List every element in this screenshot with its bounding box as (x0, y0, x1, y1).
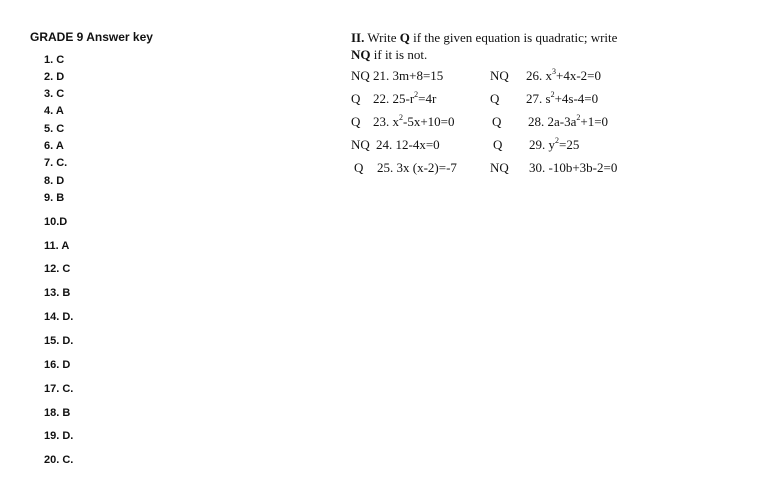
exponent: 2 (576, 112, 581, 122)
equation-row (351, 159, 751, 176)
left-equation (373, 90, 436, 107)
answer-item-8: 8. D (44, 175, 65, 187)
left-answer-mark: Q (351, 114, 361, 129)
answer-item-16: 16. D (44, 359, 71, 371)
answer-item-2: 2. D (44, 71, 65, 83)
equation-text: 12-4x=0 (395, 137, 440, 152)
equation-text: x (392, 114, 399, 129)
item-number: 21. (373, 68, 390, 83)
item-number: 22. (373, 91, 390, 106)
instruction-nq-label: NQ (351, 47, 371, 62)
equation-row (351, 67, 751, 84)
left-answer-mark: Q (351, 91, 361, 106)
left-equation (373, 67, 443, 84)
right-answer-mark: Q (492, 114, 502, 129)
answer-item-1: 1. C (44, 54, 65, 66)
item-number: 24. (376, 137, 393, 152)
item-number: 28. (528, 114, 545, 129)
equation-text-rest: =25 (559, 137, 580, 152)
right-equation (529, 159, 617, 176)
right-answer-mark: NQ (490, 160, 509, 175)
exponent: 3 (552, 66, 556, 76)
answer-item-7: 7. C. (44, 157, 68, 169)
item-number: 25. (377, 160, 394, 175)
left-answer-mark: NQ (351, 137, 370, 152)
answer-item-3: 3. C (44, 88, 65, 100)
right-answer-mark: Q (490, 91, 500, 106)
answer-item-17: 17. C. (44, 383, 74, 395)
part-roman-numeral: II. (351, 30, 365, 45)
answer-item-20: 20. C. (44, 454, 74, 466)
answer-item-19: 19. D. (44, 430, 74, 442)
exponent: 2 (555, 135, 559, 145)
exponent: 2 (414, 89, 419, 99)
instruction-q-label: Q (399, 30, 410, 45)
item-number: 30. (529, 160, 546, 175)
left-equation (376, 136, 440, 153)
answer-key-section (30, 29, 270, 466)
equation-text: -10b+3b-2=0 (548, 160, 618, 175)
left-answer-mark: NQ (351, 68, 370, 83)
part-two-section (351, 29, 751, 175)
item-number: 23. (373, 114, 390, 129)
equation-text: 3m+8=15 (392, 68, 444, 83)
equation-row (351, 90, 751, 107)
answer-item-5: 5. C (44, 123, 65, 135)
item-number: 27. (526, 91, 543, 106)
exponent: 2 (399, 112, 403, 122)
right-equation (528, 113, 608, 130)
instruction-text-2: if the given equation is quadratic; write (409, 30, 618, 45)
item-number: 29. (529, 137, 546, 152)
left-equation (373, 113, 455, 130)
instruction-text-3: if it is not. (370, 47, 428, 62)
equation-text: x (545, 68, 552, 83)
right-equation (526, 67, 601, 84)
right-equation (526, 90, 598, 107)
equation-text: 25-r (392, 91, 415, 106)
equation-text-rest: +4x-2=0 (556, 68, 601, 83)
item-number: 26. (526, 68, 543, 83)
instruction-text-1: Write (364, 30, 400, 45)
equation-text-rest: +4s-4=0 (554, 91, 599, 106)
right-answer-mark: NQ (490, 68, 509, 83)
exponent: 2 (550, 89, 555, 99)
answer-item-14: 14. D. (44, 311, 74, 323)
answer-item-12: 12. C (44, 263, 71, 275)
equation-row (351, 136, 751, 153)
left-equation (377, 159, 457, 176)
answer-key-heading: GRADE 9 Answer key (30, 30, 153, 44)
equation-text-rest: -5x+10=0 (403, 114, 455, 129)
equation-row (351, 113, 751, 130)
part-two-instruction (351, 29, 636, 63)
answer-item-9: 9. B (44, 192, 65, 204)
equation-text-rest: =4r (418, 91, 437, 106)
equation-text: 3x (x-2)=-7 (396, 160, 457, 175)
left-answer-mark: Q (354, 160, 364, 175)
equation-text-rest: +1=0 (580, 114, 609, 129)
right-answer-mark: Q (493, 137, 503, 152)
equation-text: s (545, 91, 551, 106)
answer-item-13: 13. B (44, 287, 71, 299)
answer-item-6: 6. A (44, 140, 64, 152)
equation-text: 2a-3a (547, 114, 577, 129)
answer-item-10: 10.D (44, 216, 68, 228)
answer-item-18: 18. B (44, 407, 71, 419)
right-equation (529, 136, 579, 153)
answer-item-4: 4. A (44, 105, 64, 117)
answer-item-11: 11. A (44, 240, 70, 252)
equation-text: y (548, 137, 555, 152)
answer-item-15: 15. D. (44, 335, 74, 347)
